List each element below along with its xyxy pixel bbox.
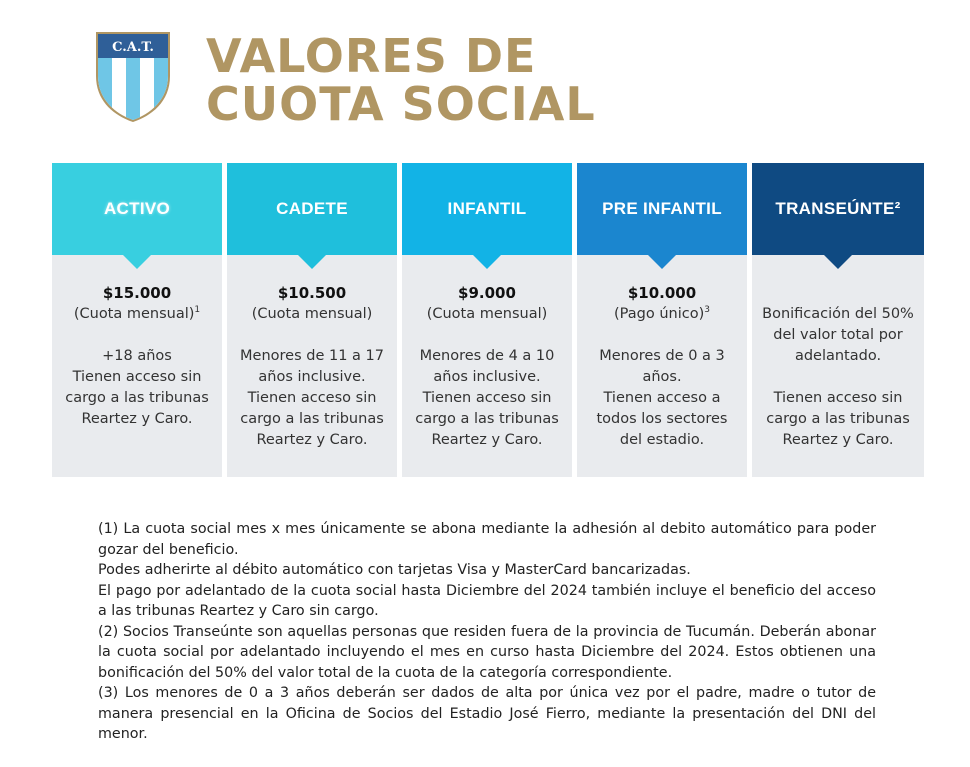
plan-price: $10.000 <box>627 284 697 302</box>
plan-name: PRE INFANTIL <box>602 199 722 218</box>
plan-desc-line: Bonificación del 50% <box>762 306 914 322</box>
plan-desc-line: Tienen acceso sin <box>773 390 903 406</box>
plan-desc-line: adelantado. <box>794 348 882 364</box>
plan-activo <box>52 163 222 477</box>
footnote-debit-cards: Podes adherirte al débito automático con tarjetas Visa y MasterCard bancarizadas. <box>98 562 691 578</box>
plan-pre-infantil <box>577 163 747 477</box>
plan-desc-line: todos los sectores <box>596 411 728 427</box>
plan-period: (Cuota mensual) <box>251 306 373 322</box>
plans-table <box>52 163 924 477</box>
plan-desc-line: del estadio. <box>619 432 705 448</box>
plan-desc-line: años inclusive. <box>433 369 541 385</box>
plan-desc-line: del valor total por <box>773 327 903 343</box>
plan-header <box>52 163 222 255</box>
footnotes <box>98 519 876 745</box>
plan-desc-line: Reartez y Caro. <box>782 432 894 448</box>
plan-header <box>227 163 397 255</box>
plan-desc-line: cargo a las tribunas <box>65 390 209 406</box>
plan-desc-line: Menores de 4 a 10 <box>419 348 555 364</box>
plan-header <box>752 163 924 255</box>
plan-body <box>752 255 924 451</box>
plan-desc-line: +18 años <box>102 348 172 364</box>
title-line-1: VALORES DE <box>206 29 537 83</box>
plan-header <box>577 163 747 255</box>
footnote-2: (2) Socios Transeúnte son aquellas personas que residen fuera de la provincia de Tucumán. Deberán abonar la cuota social por adelantado incluyendo el mes en curso hasta Diciembre del 2024. Estos obtienen una bonificación del 50% del valor total de la cuota de la categoría correspondiente. <box>98 623 876 681</box>
plan-desc-line: Tienen acceso a <box>603 390 721 406</box>
title-line-2: CUOTA SOCIAL <box>206 77 596 131</box>
plan-period: (Pago único) <box>614 306 705 322</box>
plan-desc-line: cargo a las tribunas <box>766 411 910 427</box>
plan-name: TRANSEÚNTE² <box>775 199 901 218</box>
plan-desc-line: cargo a las tribunas <box>240 411 384 427</box>
plan-infantil <box>402 163 572 477</box>
footnote-ref: 3 <box>704 305 710 316</box>
plan-name: INFANTIL <box>447 199 527 218</box>
footnote-ref: 1 <box>194 305 201 316</box>
plan-period: (Cuota mensual) <box>426 306 548 322</box>
plan-desc-line: Menores de 11 a 17 <box>240 348 384 364</box>
plan-name: ACTIVO <box>103 199 171 218</box>
plan-transeunte <box>752 163 924 477</box>
plan-desc-line: Tienen acceso sin <box>72 369 202 385</box>
plan-header <box>402 163 572 255</box>
plan-period: (Cuota mensual) <box>73 306 195 322</box>
club-shield-logo <box>94 30 172 122</box>
page-title <box>206 29 596 131</box>
plan-body <box>52 255 222 430</box>
plan-desc-line: años inclusive. <box>258 369 366 385</box>
plan-price: $9.000 <box>458 284 516 302</box>
footnote-1: (1) La cuota social mes x mes únicamente se abona mediante la adhesión al debito automático para poder gozar del beneficio. <box>98 521 876 558</box>
plan-desc-line: cargo a las tribunas <box>415 411 559 427</box>
plan-price: $15.000 <box>102 284 172 302</box>
plan-price: $10.500 <box>277 284 347 302</box>
logo-text: C.A.T. <box>112 40 154 55</box>
footnote-3: (3) Los menores de 0 a 3 años deberán ser dados de alta por única vez por el padre, madre o tutor de manera presencial en la Oficina de Socios del Estadio José Fierro, mediante la presentación del DNI del menor. <box>98 685 876 742</box>
plan-desc-line: Reartez y Caro. <box>256 432 368 448</box>
plan-body <box>227 255 397 451</box>
plan-cadete <box>227 163 397 477</box>
plan-body <box>577 255 747 451</box>
footnote-advance-payment: El pago por adelantado de la cuota social hasta Diciembre del 2024 también incluye el beneficio del acceso a las tribunas Reartez y Caro sin cargo. <box>98 582 876 619</box>
header <box>94 29 694 131</box>
plan-body <box>402 255 572 451</box>
plan-name: CADETE <box>276 199 348 218</box>
plan-desc-line: años. <box>642 369 682 385</box>
plan-desc-line: Reartez y Caro. <box>81 411 193 427</box>
plan-desc-line: Menores de 0 a 3 <box>599 348 725 364</box>
plan-desc-line: Tienen acceso sin <box>422 390 552 406</box>
plan-desc-line: Tienen acceso sin <box>247 390 377 406</box>
plan-desc-line: Reartez y Caro. <box>431 432 543 448</box>
